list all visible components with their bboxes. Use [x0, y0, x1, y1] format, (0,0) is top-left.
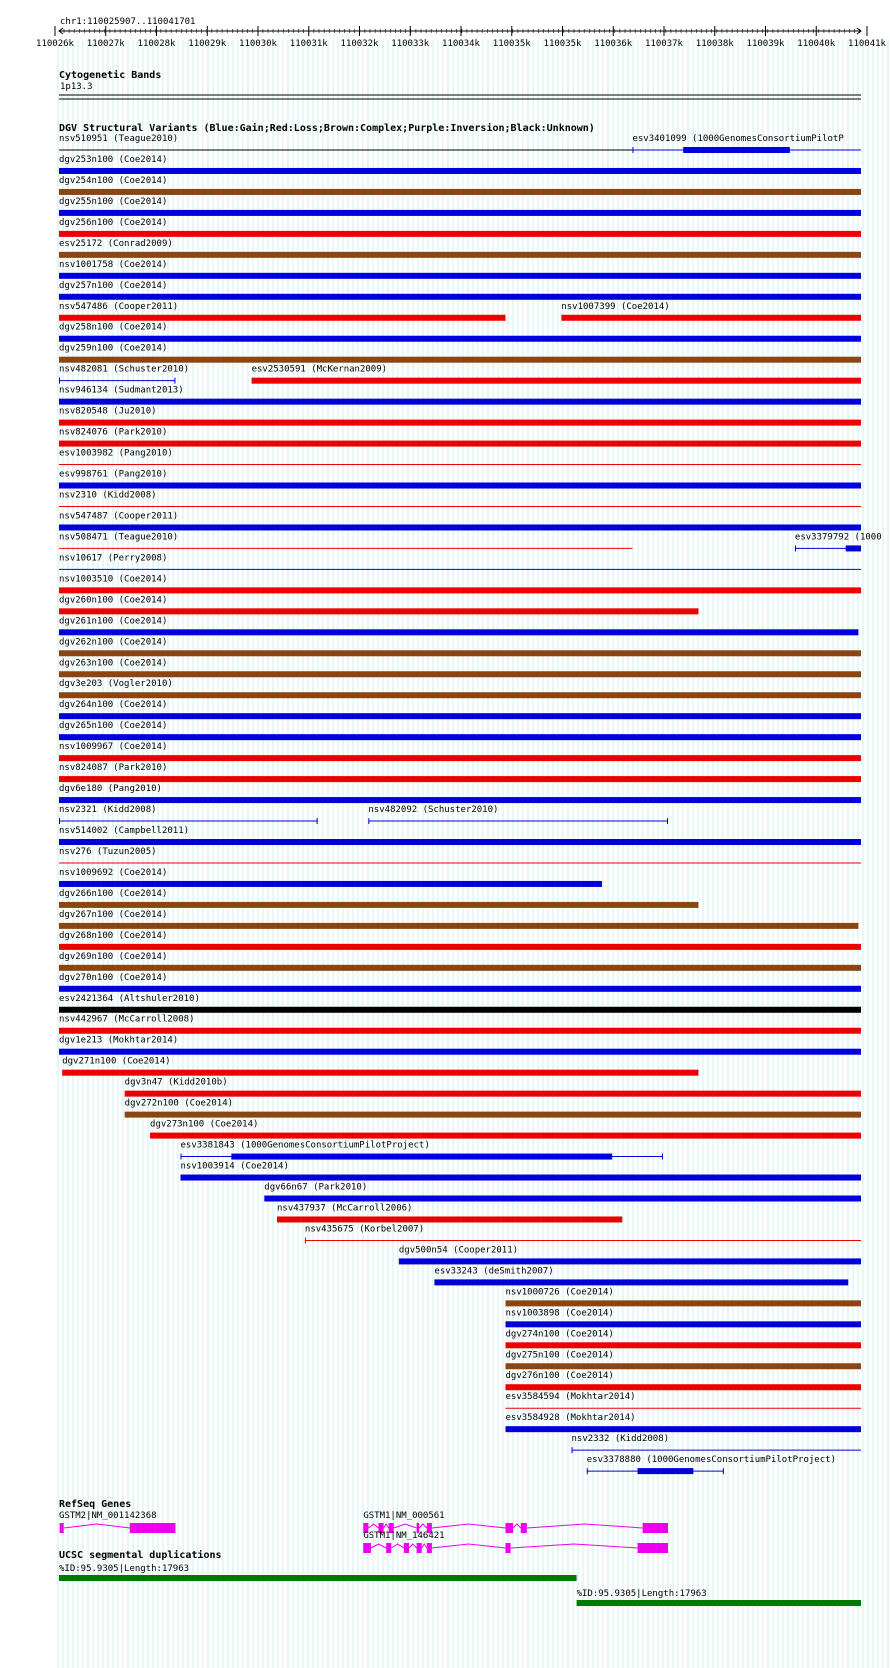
- sv-label: nsv946134 (Sudmant2013): [59, 385, 184, 396]
- sv-label: esv3584928 (Mokhtar2014): [505, 1413, 636, 1424]
- sv-label: dgv272n100 (Coe2014): [124, 1098, 234, 1109]
- sv-feature: [59, 881, 602, 887]
- sv-label: dgv257n100 (Coe2014): [59, 280, 168, 291]
- sv-feature: [59, 692, 861, 698]
- sv-label: dgv276n100 (Coe2014): [505, 1371, 614, 1382]
- ruler-tick-label: 110026k: [36, 39, 74, 49]
- sv-feature: [59, 294, 861, 300]
- sv-feature: [59, 629, 858, 635]
- sv-label: nsv1009692 (Coe2014): [59, 867, 168, 878]
- sv-label: nsv482081 (Schuster2010): [59, 364, 190, 375]
- sv-feature: [59, 965, 861, 971]
- sv-feature-thick: [231, 1154, 612, 1160]
- gene-exon: [386, 1543, 391, 1553]
- sv-label: nsv547486 (Cooper2011): [59, 301, 179, 312]
- sv-feature: [59, 923, 858, 929]
- sv-feature: [59, 608, 698, 614]
- sv-label: nsv1003510 (Coe2014): [59, 574, 168, 585]
- sv-feature: [59, 797, 861, 803]
- gene-intron: [64, 1524, 130, 1528]
- sv-label: nsv435675 (Korbel2007): [304, 1224, 425, 1235]
- sv-label: dgv254n100 (Coe2014): [59, 175, 168, 186]
- sv-feature: [505, 1426, 861, 1432]
- sv-label: dgv274n100 (Coe2014): [505, 1329, 614, 1340]
- sv-feature: [59, 776, 861, 782]
- sv-feature: [505, 1300, 861, 1306]
- sv-feature: [59, 189, 861, 195]
- sv-label: nsv547487 (Cooper2011): [59, 511, 179, 522]
- sv-feature: [59, 944, 861, 950]
- sv-label: dgv267n100 (Coe2014): [59, 909, 168, 920]
- ruler-tick-label: 110036k: [594, 39, 633, 49]
- sv-label: nsv276 (Tuzun2005): [59, 846, 157, 857]
- gene-intron: [391, 1544, 404, 1548]
- ruler-tick-label: 110032k: [340, 39, 379, 49]
- gene-exon: [363, 1543, 371, 1553]
- sv-label: dgv3e203 (Vogler2010): [59, 679, 173, 690]
- sv-feature: [561, 315, 861, 321]
- sv-label: nsv1003898 (Coe2014): [505, 1308, 614, 1319]
- sv-label: esv2530591 (McKernan2009): [251, 364, 388, 375]
- segdup-label: %ID:95.9305|Length:17963: [59, 1564, 190, 1574]
- sv-feature: [59, 441, 861, 447]
- sv-feature: [505, 1363, 861, 1369]
- sv-feature: [252, 378, 861, 384]
- gene-intron: [511, 1544, 638, 1548]
- sv-label: nsv1000726 (Coe2014): [505, 1287, 614, 1298]
- gene-intron: [419, 1524, 427, 1528]
- sv-feature: [59, 315, 505, 321]
- sv-label: dgv270n100 (Coe2014): [59, 972, 168, 983]
- sv-feature: [59, 231, 861, 237]
- ruler-tick-label: 110033k: [391, 39, 430, 49]
- gene-intron: [368, 1524, 378, 1528]
- sv-feature: [505, 1342, 861, 1348]
- sv-label: esv3381843 (1000GenomesConsortiumPilotProject): [180, 1140, 430, 1151]
- sv-feature: [434, 1279, 848, 1285]
- sv-label: esv25172 (Conrad2009): [59, 238, 173, 249]
- sv-feature: [181, 1175, 861, 1181]
- sv-feature: [59, 357, 861, 363]
- sv-feature: [150, 1133, 861, 1139]
- gene-intron: [409, 1544, 417, 1548]
- sv-feature: [399, 1258, 861, 1264]
- gene-exon: [60, 1523, 64, 1533]
- sv-label: dgv261n100 (Coe2014): [59, 616, 168, 627]
- sv-label: esv33243 (deSmith2007): [434, 1266, 554, 1277]
- gene-intron: [422, 1544, 427, 1548]
- refseq-track-title: RefSeq Genes: [59, 1499, 132, 1510]
- sv-feature: [59, 336, 861, 342]
- sv-feature: [125, 1112, 861, 1118]
- sv-label: dgv1e213 (Mokhtar2014): [59, 1035, 179, 1046]
- region-label: chr1:110025907..110041701: [60, 17, 196, 27]
- sv-label: dgv273n100 (Coe2014): [150, 1119, 259, 1130]
- sv-label: dgv275n100 (Coe2014): [505, 1350, 614, 1361]
- sv-feature: [505, 1321, 861, 1327]
- sv-label: nsv508471 (Teague2010): [59, 532, 179, 543]
- ruler-tick-label: 110040k: [797, 39, 836, 49]
- gene-exon: [417, 1543, 422, 1553]
- sv-label: esv3379792 (1000: [794, 532, 882, 543]
- sv-label: dgv256n100 (Coe2014): [59, 217, 168, 228]
- gene-exon: [521, 1523, 527, 1533]
- segdup-feature: [577, 1600, 861, 1606]
- cytoband-track-title: Cytogenetic Bands: [59, 70, 162, 81]
- ruler-tick-label: 110041k: [848, 39, 886, 49]
- sv-label: dgv269n100 (Coe2014): [59, 951, 168, 962]
- gene-exon: [505, 1543, 510, 1553]
- sv-label: dgv262n100 (Coe2014): [59, 637, 168, 648]
- sv-label: nsv482092 (Schuster2010): [368, 805, 499, 816]
- segdup-feature: [59, 1575, 577, 1581]
- ruler-tick-label: 110030k: [239, 39, 277, 49]
- sv-feature: [62, 1070, 698, 1076]
- ruler-tick-label: 110035k: [543, 39, 582, 49]
- sv-label: dgv253n100 (Coe2014): [59, 154, 168, 165]
- sv-label: dgv3n47 (Kidd2010b): [124, 1077, 228, 1088]
- sv-feature: [59, 420, 861, 426]
- sv-label: nsv1007399 (Coe2014): [561, 301, 670, 312]
- sv-feature: [59, 252, 861, 258]
- sv-feature: [59, 399, 861, 405]
- sv-feature: [59, 713, 861, 719]
- sv-feature: [59, 524, 861, 530]
- sv-label: dgv266n100 (Coe2014): [59, 888, 168, 899]
- sv-feature-thick: [683, 147, 790, 153]
- sv-feature: [59, 483, 861, 489]
- ruler-tick-label: 110039k: [746, 39, 785, 49]
- sv-label: nsv2310 (Kidd2008): [59, 490, 157, 501]
- gene-label: GSTM2|NM_001142368: [59, 1511, 157, 1521]
- sv-label: esv3401099 (1000GenomesConsortiumPilotP: [632, 134, 844, 144]
- ruler-tick-label: 110037k: [645, 39, 683, 49]
- sv-feature: [59, 755, 861, 761]
- sv-label: dgv66n67 (Park2010): [264, 1182, 368, 1193]
- sv-label: nsv824087 (Park2010): [59, 763, 168, 774]
- sv-label: esv1003982 (Pang2010): [59, 448, 173, 459]
- sv-label: dgv258n100 (Coe2014): [59, 322, 168, 333]
- sv-label: nsv1001758 (Coe2014): [59, 259, 168, 270]
- dgv-track-title: DGV Structural Variants (Blue:Gain;Red:Loss;Brown:Complex;Purple:Inversion;Black:Unknown): [59, 123, 595, 134]
- gene-exon: [404, 1543, 409, 1553]
- sv-feature: [59, 671, 861, 677]
- sv-label: esv3378880 (1000GenomesConsortiumPilotProject): [586, 1455, 836, 1466]
- gene-label: GSTM1|NM_146421: [363, 1531, 445, 1541]
- sv-label: esv3584594 (Mokhtar2014): [505, 1392, 636, 1403]
- segdup-track-title: UCSC segmental duplications: [59, 1550, 222, 1561]
- gene-label: GSTM1|NM_000561: [363, 1511, 445, 1521]
- gene-exon: [505, 1523, 513, 1533]
- sv-label: dgv255n100 (Coe2014): [59, 196, 168, 207]
- sv-feature: [264, 1196, 861, 1202]
- ruler-tick-label: 110035k: [492, 39, 531, 49]
- sv-label: nsv10617 (Perry2008): [59, 553, 168, 564]
- sv-label: esv998761 (Pang2010): [59, 469, 168, 480]
- sv-feature: [59, 210, 861, 216]
- sv-feature: [59, 734, 861, 740]
- gene-intron: [371, 1544, 386, 1548]
- sv-feature: [59, 839, 861, 845]
- ruler-tick-label: 110034k: [442, 39, 480, 49]
- sv-label: dgv271n100 (Coe2014): [62, 1056, 171, 1067]
- sv-label: dgv6e180 (Pang2010): [59, 784, 162, 795]
- sv-label: dgv500n54 (Cooper2011): [398, 1245, 519, 1256]
- gene-exon: [130, 1523, 176, 1533]
- sv-feature-thick: [638, 1468, 694, 1474]
- gene-intron: [432, 1544, 506, 1548]
- gene-exon: [643, 1523, 668, 1533]
- sv-label: nsv1003914 (Coe2014): [180, 1161, 289, 1172]
- sv-feature-thick: [846, 545, 861, 551]
- sv-feature: [59, 587, 861, 593]
- gene-intron: [394, 1524, 417, 1528]
- gene-exon: [427, 1543, 432, 1553]
- sv-label: nsv442967 (McCarroll2008): [59, 1014, 195, 1025]
- sv-label: dgv259n100 (Coe2014): [59, 343, 168, 354]
- sv-label: nsv2332 (Kidd2008): [571, 1434, 670, 1445]
- sv-label: nsv820548 (Ju2010): [59, 406, 157, 417]
- sv-label: dgv263n100 (Coe2014): [59, 658, 168, 669]
- sv-feature: [59, 1007, 861, 1013]
- sv-label: nsv437937 (McCarroll2006): [276, 1203, 413, 1214]
- ruler-tick-label: 110028k: [137, 39, 176, 49]
- sv-feature: [59, 986, 861, 992]
- sv-label: nsv2321 (Kidd2008): [59, 805, 157, 816]
- sv-label: esv2421364 (Altshuler2010): [59, 993, 200, 1004]
- ruler-tick-label: 110027k: [86, 39, 125, 49]
- ruler-tick-label: 110029k: [188, 39, 227, 49]
- gene-intron: [384, 1524, 389, 1528]
- gene-intron: [513, 1524, 521, 1528]
- sv-feature: [59, 902, 698, 908]
- cytoband-label: 1p13.3: [60, 82, 93, 92]
- sv-feature: [125, 1091, 861, 1097]
- sv-feature: [59, 650, 861, 656]
- gene-intron: [432, 1524, 506, 1528]
- sv-label: dgv260n100 (Coe2014): [59, 595, 168, 606]
- sv-label: nsv510951 (Teague2010): [59, 134, 179, 144]
- sv-label: nsv1009967 (Coe2014): [59, 742, 168, 753]
- sv-feature: [59, 1028, 861, 1034]
- sv-label: nsv824076 (Park2010): [59, 427, 168, 438]
- sv-feature: [277, 1216, 622, 1222]
- sv-feature: [59, 168, 861, 174]
- sv-label: dgv268n100 (Coe2014): [59, 930, 168, 941]
- gene-exon: [638, 1543, 668, 1553]
- sv-feature: [59, 1049, 861, 1055]
- sv-feature: [505, 1384, 861, 1390]
- ruler-tick-label: 110031k: [289, 39, 328, 49]
- sv-label: dgv264n100 (Coe2014): [59, 700, 168, 711]
- segdup-label: %ID:95.9305|Length:17963: [576, 1589, 707, 1599]
- sv-label: dgv265n100 (Coe2014): [59, 721, 168, 732]
- gene-intron: [527, 1524, 643, 1528]
- sv-feature: [59, 273, 861, 279]
- ruler-tick-label: 110038k: [695, 39, 734, 49]
- sv-label: nsv514002 (Campbell2011): [59, 826, 190, 837]
